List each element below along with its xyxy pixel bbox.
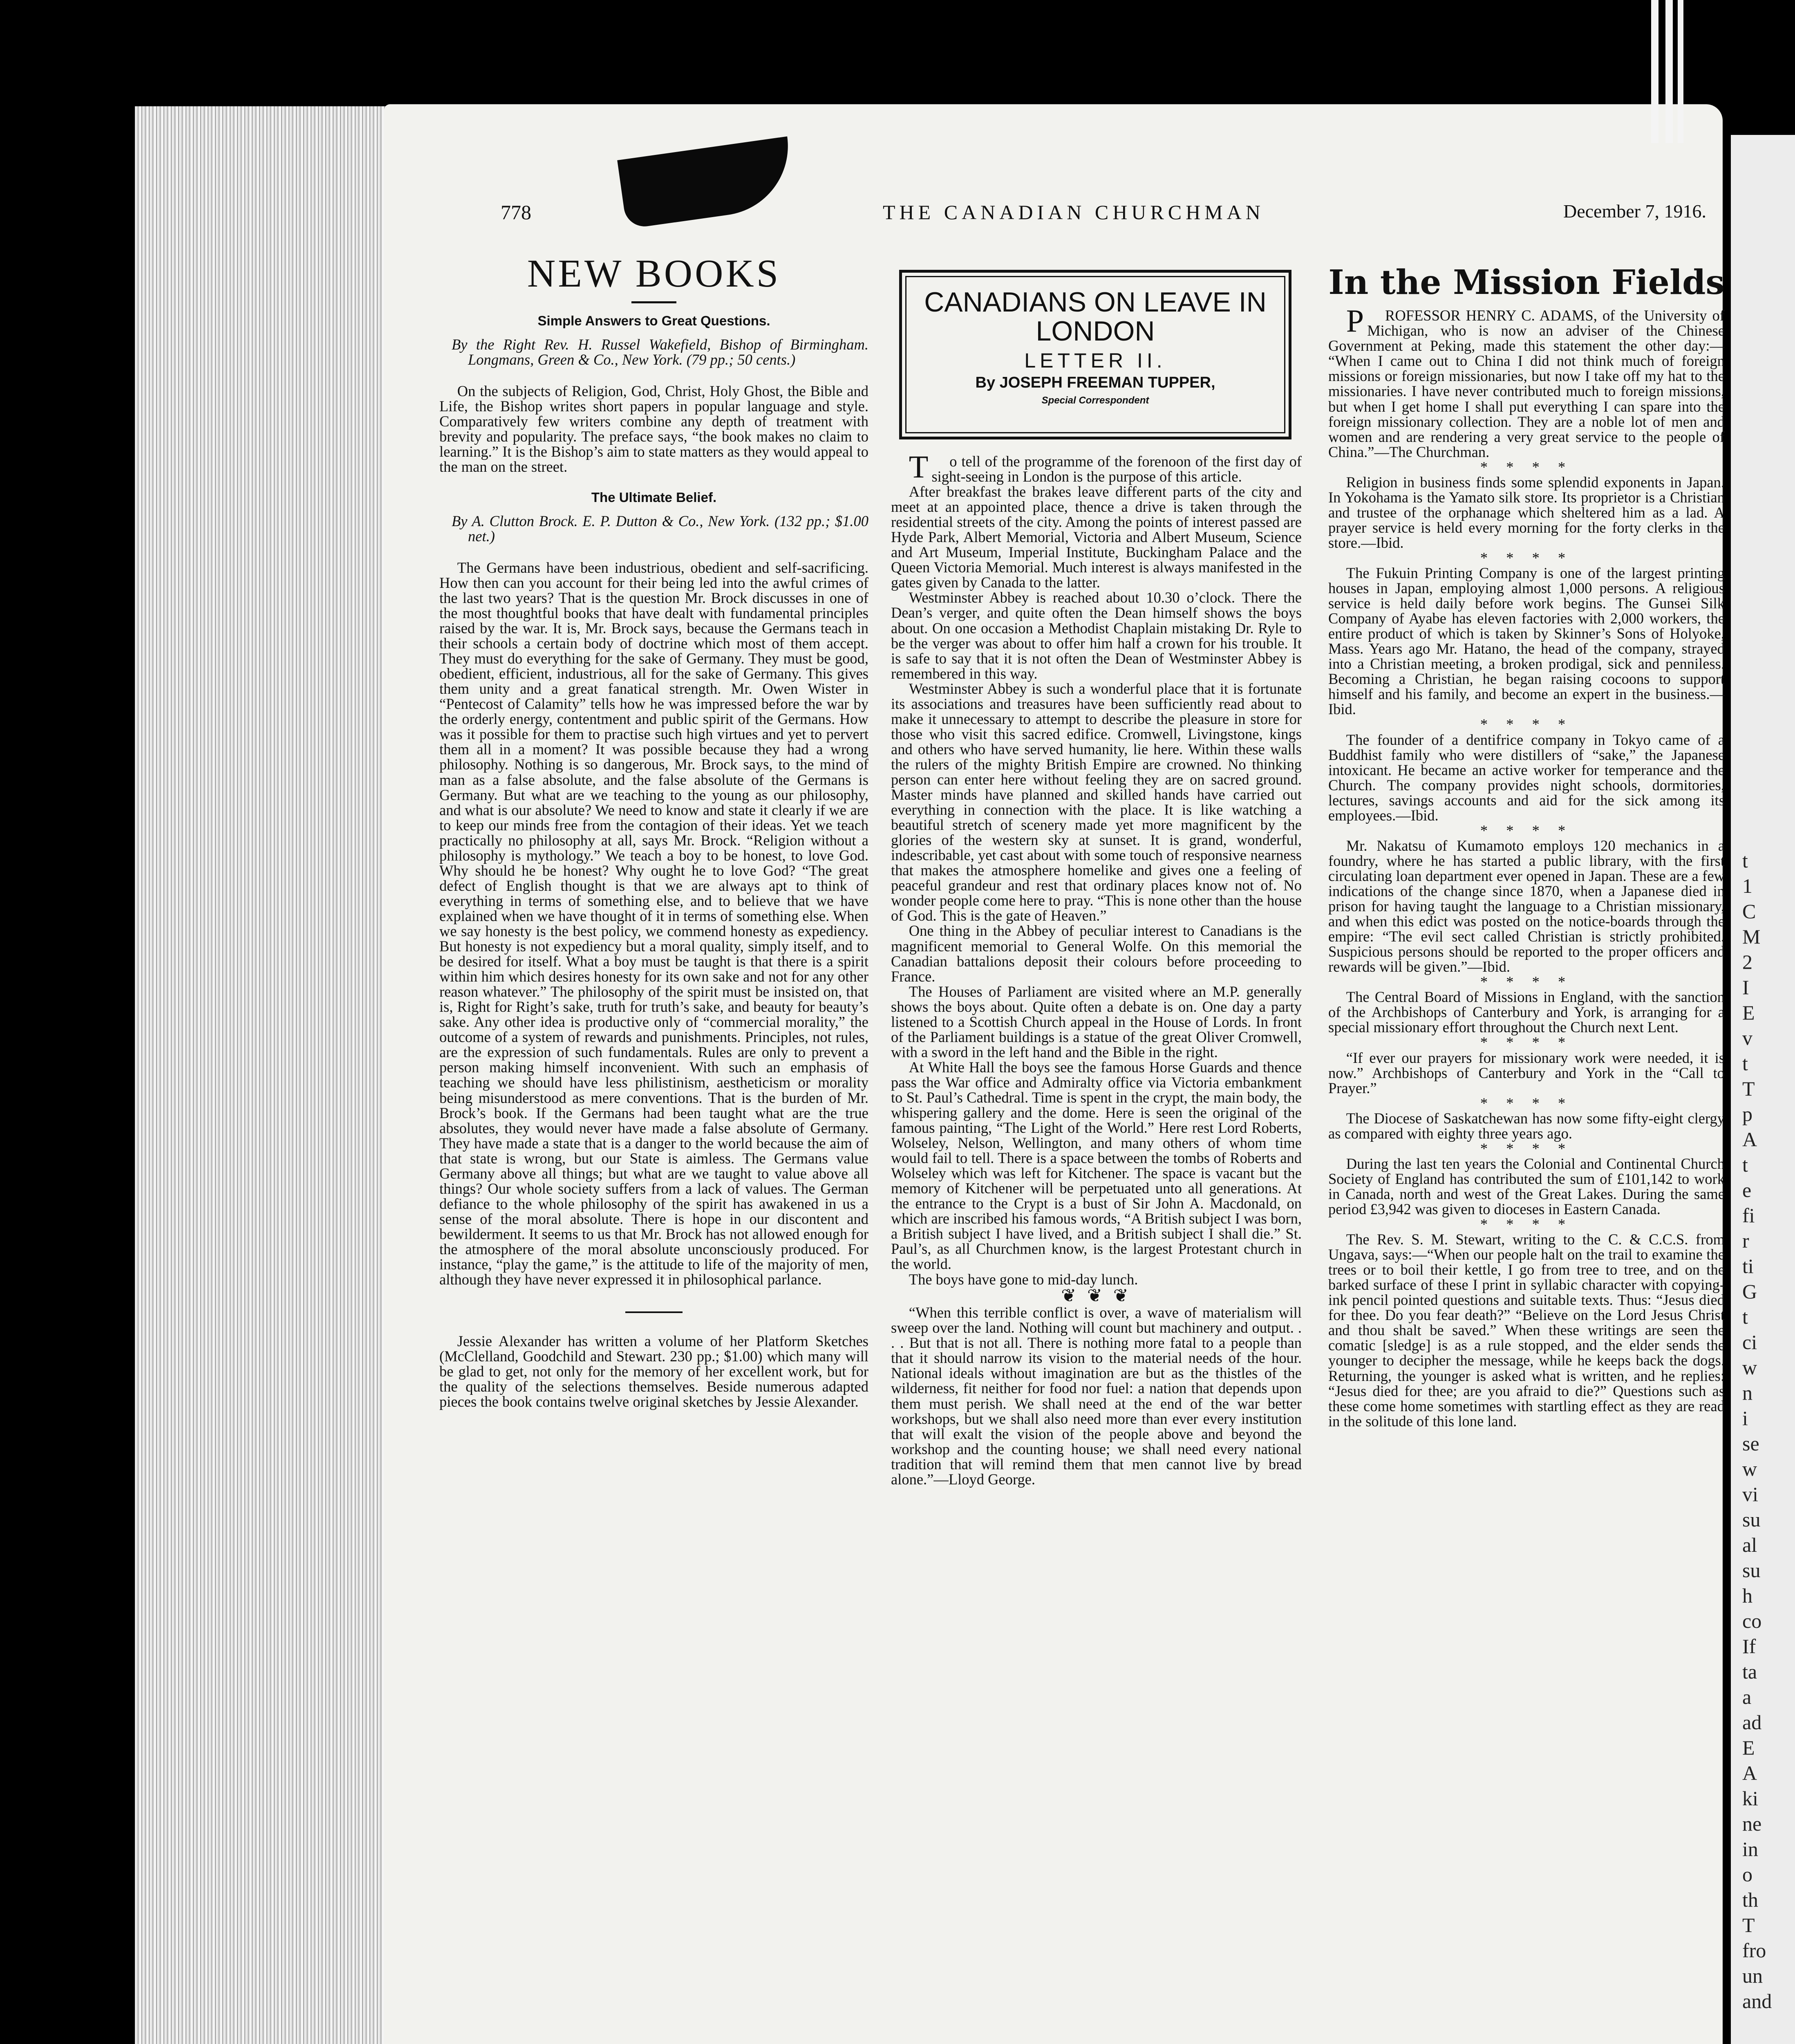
facing-page-fragment-text: E <box>1742 1736 1755 1759</box>
facing-page-fragment-text: un <box>1742 1964 1763 1987</box>
facing-page-fragment-text: A <box>1742 1128 1757 1151</box>
facing-page-fragment-text: i <box>1742 1407 1748 1430</box>
mission-item: The Central Board of Missions in England, with the sanction of the Archbishops of Canterbury and York, is arranging for a special missionary effort throughout the Church next Lent. <box>1328 988 1725 1036</box>
article-paragraph: At White Hall the boys see the famous Horse Guards and thence pass the War office and Admiralty office via Victoria embankment to St. Paul’s Cathedral. Time is spent in the crypt, the main body, the whispering gallery and the dome. Here is seen the original of the famous painting, “The Light of the World.” Here rest Lord Roberts, Wolseley, Nelson, Wellington, and many others of whom time would fail to tell. There is a space between the tombs of Roberts and Wolseley which was left for Kitchener. The space is vacant but the memory of Kitchener will be perpetuated unto all generations. At the entrance to the Crypt is a bust of Sir John A. Macdonald, on which are inscribed his famous words, “A British subject I was born, a British subject I have lived, and a British subject I shall die.” St. Paul’s, as all Churchmen know, is the largest Protestant church in the world. <box>891 1058 1302 1273</box>
star-separator: * * * * <box>1480 822 1573 839</box>
facing-page-fragment-text: t <box>1742 1153 1748 1176</box>
facing-page-fragment-text: M <box>1742 925 1761 948</box>
facing-page-fragment-text: T <box>1742 1077 1755 1100</box>
facing-page-fragment-text: ne <box>1742 1812 1762 1835</box>
facing-page-fragment-text: If <box>1742 1635 1756 1658</box>
facing-page-fragment-text: v <box>1742 1026 1752 1049</box>
section-title: In the Mission Fields <box>1328 263 1725 302</box>
mission-item: Religion in business finds some splendid exponents in Japan. In Yokohama is the Yamato silk store. Its proprietor is a Christian and trustee of the orphanage which sheltered him as a lad. A prayer service is held every morning for the forty clerks in the store.—Ibid. <box>1328 473 1725 551</box>
star-separator: * * * * <box>1480 458 1573 475</box>
facing-page-fragment-text: G <box>1742 1280 1757 1303</box>
facing-page-fragment-text: A <box>1742 1762 1757 1784</box>
book-page-edges <box>135 106 400 2044</box>
scanner-bar <box>1665 0 1673 143</box>
new-books-column <box>439 253 868 1409</box>
facing-page-fragment-text: su <box>1742 1559 1761 1582</box>
facing-page-fragment-text: I <box>1742 976 1749 999</box>
facing-page-fragment-text: ti <box>1742 1255 1754 1278</box>
review-byline: By A. Clutton Brock. E. P. Dutton & Co., New York. (132 pp.; $1.00 net.) <box>452 512 868 545</box>
facing-page-fragment-text: se <box>1742 1432 1759 1455</box>
review-heading: The Ultimate Belief. <box>591 490 717 505</box>
page-number: 778 <box>501 201 531 224</box>
mission-item: Mr. Nakatsu of Kumamoto employs 120 mechanics in a foundry, where he has started a public library, with the first circulating loan department ever opened in Japan. These are a few indications of the change since 1870, when a Japanese died in prison for having taught the language to a Christian missionary, and when this edict was posted on the notice-boards through the empire: “The evil sect called Christian is strictly prohibited. Suspicious persons should be reported to the proper officers and rewards will be given.”—Ibid. <box>1328 837 1725 975</box>
facing-page-fragment-text: fro <box>1742 1939 1766 1962</box>
facing-page-fragment-text: 1 <box>1742 874 1752 897</box>
star-separator: * * * * <box>1480 1034 1573 1051</box>
ornament-divider: ❦ ❦ ❦ <box>1061 1285 1132 1306</box>
facing-page-fragment-text: t <box>1742 1052 1748 1075</box>
facing-page-fragment-text: C <box>1742 900 1756 923</box>
section-divider <box>625 1311 683 1313</box>
star-separator: * * * * <box>1480 549 1573 566</box>
star-separator: * * * * <box>1480 973 1573 991</box>
facing-page-fragment-text: r <box>1742 1229 1749 1252</box>
masthead: THE CANADIAN CHURCHMAN <box>883 201 1265 224</box>
facing-page-fragment-text: a <box>1742 1685 1752 1708</box>
facing-page-fragment-text: h <box>1742 1584 1752 1607</box>
article-paragraph: Westminster Abbey is such a wonderful place that it is fortunate its associations and treasures have been sufficiently read about to make it unnecessary to attempt to describe the pleasure in store for those who visit this sacred edifice. Cromwell, Livingstone, kings and others who have served humanity, lie here. Within these walls the rulers of the mighty British Empire are crowned. No thinking person can enter here without feeling they are on sacred ground. Master minds have planned and skilled hands have carried out everything in connection with the place. It is like watching a beautiful stretch of scenery made yet more magnificent by the glories of the western sky at sunset. It is grand, wonderful, indescribable, yet cast about with some touch of responsive nearness that makes the atmosphere homelike and gives one a feeling of peaceful grandeur and rest that ordinary places know not of. No wonder people come here to pray. “This is none other than the house of God. This is the gate of Heaven.” <box>891 680 1302 924</box>
issue-date: December 7, 1916. <box>1563 201 1706 222</box>
review-body: The Germans have been industrious, obedient and self-sacrificing. How then can you account for their being led into the awful crimes of the last two years? That is the question Mr. Brock discusses in one of the most thoughtful books that have dealt with fundamental principles raised by the war. It is, Mr. Brock says, because the Germans teach in their schools a certain body of doctrine which most of them accept. They must do everything for the sake of Germany. They must be good, obedient, efficient, industrious, all for the sake of Germany. This gives them unity and a great fanatical strength. Mr. Owen Wister in “Pentecost of Calamity” tells how he was impressed before the war by the orderly energy, contentment and public spirit of the Germans. How was it possible for them to practise such high virtues and yet to pervert them all in a moment? It was possible because they had a wrong philosophy. Nothing is so dangerous, Mr. Brock says, to the mind of man as a false absolute, and the false absolute of the Germans is Germany. But what are we teaching to the young as our philosophy, and what is our absolute? We need to know and state it clearly if we are to keep our minds free from the contagion of their ideas. Yet we teach practically no philosophy at all, says Mr. Brock. “Religion without a philosophy is mythology.” We teach a boy to be honest, to love God. Why should he be honest? Why ought he to love God? “The great defect of English thought is that we are always apt to think of everything in terms of something else, and to believe that we have explained when we have thought of it in terms of something else. When we say honesty is the best policy, we commend honesty as expediency. But honesty is not expediency but a moral quality, simply itself, and to be desired for itself. What a boy must be taught is that there is a spirit within him which desires honesty for its own sake and not for any other reason whatever.” The philosophy of the spirit must be insisted on, that is, Right for Right’s sake, truth for truth’s sake, and beauty for beauty’s sake. Any other idea is productive only of “commercial morality,” the outcome of a system of rewards and punishments. Principles, not rules, are the expression of such fundamentals. Rules are only to prevent a person making himself inconvenient. With such an emphasis of teaching we should have less philistinism, aestheticism or morality being misunderstood as mere conventions. That is the burden of Mr. Brock’s book. If the Germans had been taught what are the true absolutes, they would never have made a false absolute of Germany. They have made a state that is a danger to the world because the aim of that state is wrong, but our State is aimless. The Germans value Germany above all things; but what are we taught to value above all things? Our whole society suffers from a lack of values. The German defiance to the whole philosophy of the spirit has awakened in us a sense of the moral absolute. There is hope in our discontent and bewilderment. It seems to us that Mr. Brock has not allowed enough for the atmosphere of the moral absolute unconsciously produced. For instance, “play the game,” is the attitude to life of the majority of men, although they have never expressed it in philosophical parlance. <box>439 559 868 1288</box>
letter-number: LETTER II. <box>1024 349 1166 372</box>
facing-page-fragment-text: fi <box>1742 1204 1755 1227</box>
facing-page-fragment-text: vi <box>1742 1483 1758 1506</box>
article-paragraph: After breakfast the brakes leave different parts of the city and meet at an appointed place, thence a drive is taken through the residential streets of the city. Among the points of interest passed are Hyde Park, Albert Memorial, Victoria and Albert Museum, Science and Art Museum, Imperial Institute, Buckingham Palace and the Queen Victoria Memorial. Much interest is always manifested in the gates given by Canada to the latter. <box>891 483 1302 591</box>
review-byline: By the Right Rev. H. Russel Wakefield, Bishop of Birmingham. Longmans, Green & Co., New York. (79 pp.; 50 cents.) <box>452 336 868 368</box>
facing-page-fragment-text: su <box>1742 1508 1761 1531</box>
facing-page-fragment-text: w <box>1742 1356 1757 1379</box>
facing-page-fragment-text: co <box>1742 1609 1762 1632</box>
star-separator: * * * * <box>1480 716 1573 733</box>
canadians-article-column <box>891 449 1302 1488</box>
article-paragraph: Westminster Abbey is reached about 10.30 o’clock. There the Dean’s verger, and quite often the Dean himself shows the boys about. On one occasion a Methodist Chaplain mistaking Dr. Ryle to be the verger was about to offer him half a crown for his trouble. It is safe to say that it is not often the Dean of Westminster Abbey is remembered in this way. <box>891 589 1302 682</box>
review-heading: Simple Answers to Great Questions. <box>537 313 770 329</box>
mission-item: The Fukuin Printing Company is one of the largest printing houses in Japan, employing almost 1,000 persons. A religious service is held daily before work begins. The Gunsei Silk Company of Ayabe has eleven factories with 2,000 workers, the entire product of which is taken by Skinner’s Sons of Holyoke, Mass. Years ago Mr. Hatano, the head of the company, strayed into a Christian meeting, a broken prodigal, sick and penniless. Becoming a Christian, he began raising cocoons to support himself and his family, and become an expert in the business.—Ibid. <box>1328 565 1725 718</box>
star-separator: * * * * <box>1480 1216 1573 1233</box>
article-paragraph: The boys have gone to mid-day lunch. <box>909 1271 1138 1288</box>
facing-page-fragment-text: and <box>1742 1990 1772 2013</box>
article-author: By JOSEPH FREEMAN TUPPER, <box>975 374 1215 391</box>
facing-page-fragment-text: ad <box>1742 1711 1762 1734</box>
scanner-bar <box>1651 0 1658 143</box>
mission-item: During the last ten years the Colonial and Continental Church Society of England has contributed the sum of £101,142 to work in Canada, north and west of the Great Lakes. During the same period £3,942 was given to dioceses in Eastern Canada. <box>1328 1155 1725 1217</box>
facing-page-fragment-text: al <box>1742 1533 1757 1556</box>
facing-page-fragment-text: in <box>1742 1838 1758 1860</box>
facing-page-fragment-text: E <box>1742 1001 1755 1024</box>
scanner-bar <box>1678 0 1683 143</box>
section-title: NEW BOOKS <box>527 251 781 295</box>
facing-page-fragment-text: t <box>1742 1305 1748 1328</box>
star-separator: * * * * <box>1480 1140 1573 1157</box>
facing-page-fragment-text: 2 <box>1742 950 1752 973</box>
star-separator: * * * * <box>1480 1094 1573 1112</box>
mission-item: The founder of a dentifrice company in Tokyo came of a Buddhist family who were distillers of “sake,” the Japanese intoxicant. He became an active worker for temperance and the Church. The company provides night schools, dormitories, lectures, savings accounts and aid for the sick among its employees.—Ibid. <box>1328 731 1725 824</box>
mission-item: “If ever our prayers for missionary work were needed, it is now.” Archbishops of Canterbury and York in the “Call to Prayer.” <box>1328 1049 1725 1096</box>
facing-page-fragment-text: o <box>1742 1863 1752 1886</box>
article-paragraph: To tell of the programme of the forenoon of the first day of sight-seeing in London is the purpose of this article. <box>909 449 1302 485</box>
mission-fields-column <box>1328 263 1725 1430</box>
correspondent-label: Special Correspondent <box>1041 394 1149 406</box>
facing-page-fragment-text: th <box>1742 1888 1758 1911</box>
title-rule <box>631 301 676 303</box>
facing-page-fragment <box>1731 135 1795 2044</box>
facing-page-fragment-text: w <box>1742 1457 1757 1480</box>
facing-page-fragment-text: n <box>1742 1381 1752 1404</box>
facing-page-fragment-text: ta <box>1742 1660 1757 1683</box>
review-body: On the subjects of Religion, God, Christ, Holy Ghost, the Bible and Life, the Bishop writes short papers in popular language and style. Comparatively few writers combine any depth of treatment with brevity and popularity. The preface says, “the book makes no claim to learning.” It is the Bishop’s aim to state matters as they would appeal to the man on the street. <box>439 383 868 475</box>
mission-item: The Rev. S. M. Stewart, writing to the C. & C.C.S. from Ungava, says:—“When our people halt on the trail to examine the trees or to boil their kettle, I go from tree to tree, and on the barked surface of these I print in syllabic character with copying-ink pencil pointed questions and suitable texts. Thus: “Jesus died for thee. Do you fear death?” “Believe on the Lord Jesus Christ and thou shalt be saved.” When these writings are seen the comatic [sledge] is as a rule stopped, and the elder sends the younger to decipher the message, while he keeps back the dogs. Returning, the younger is asked what is written, and he replies: “Jesus died for thee; are you afraid to die?” Questions such as these come home sometimes with startling effect as they are read in the solitude of this lone land. <box>1328 1231 1725 1430</box>
lloyd-george-quote: “When this terrible conflict is over, a wave of materialism will sweep over the land. Nothing will count but machinery and output. . . . But that is not all. There is nothing more fatal to a people than that it should narrow its vision to the material needs of the hour. National ideals without imagination are but as the thistles of the wilderness, fit neither for food nor fuel: a nation that depends upon them must perish. We shall need at the end of the war better workshops, but we shall also need more than ever every institution that will exalt the vision of the people above and beyond the workshop and the counting house; we shall need every national tradition that will remind them that men cannot live by bread alone.”—Lloyd George. <box>891 1304 1302 1488</box>
facing-page-fragment-text: p <box>1742 1103 1752 1125</box>
book-note: Jessie Alexander has written a volume of her Platform Sketches (McClelland, Goodchild and Stewart. 230 pp.; $1.00) which many will be glad to get, not only for the memory of her excellent work, but for the quality of the selections themselves. Beside numerous adapted pieces the book contains twelve original sketches by Jessie Alexander. <box>439 1333 868 1410</box>
article-paragraph: One thing in the Abbey of peculiar interest to Canadians is the magnificent memorial to General Wolfe. On this memorial the Canadian battalions deposit their colours before proceeding to France. <box>891 922 1302 985</box>
article-headline: CANADIANS ON LEAVE IN LONDON <box>924 287 1267 347</box>
facing-page-fragment-text: e <box>1742 1179 1752 1201</box>
mission-item: The Diocese of Saskatchewan has now some fifty-eight clergy as compared with eighty three years ago. <box>1328 1109 1725 1142</box>
article-headline-box <box>899 270 1291 439</box>
mission-item: PROFESSOR HENRY C. ADAMS, of the University of Michigan, who is now an adviser of the Chinese Government at Peking, made this statement the other day:— “When I came out to China I did not think much of foreign missions or foreign missionaries, but now I take off my hat to the missionaries. I have never contributed much to foreign missions, but when I get home I shall put everything I can spare into the foreign missionary collection. They are a noble lot of men and women and are rendering a very great service to the people of China.”—The Churchman. <box>1328 303 1725 460</box>
facing-page-fragment-text: T <box>1742 1914 1755 1936</box>
facing-page-fragment-text: ki <box>1742 1787 1758 1810</box>
article-paragraph: The Houses of Parliament are visited where an M.P. generally shows the boys about. Quite often a debate is on. One day a party listened to a Scottish Church appeal in the House of Lords. In front of the Parliament buildings is a statue of the great Oliver Cromwell, with a sword in the left hand and the Bible in the right. <box>891 983 1302 1060</box>
facing-page-fragment-text: ci <box>1742 1331 1757 1354</box>
facing-page-fragment-text: t <box>1742 849 1748 872</box>
